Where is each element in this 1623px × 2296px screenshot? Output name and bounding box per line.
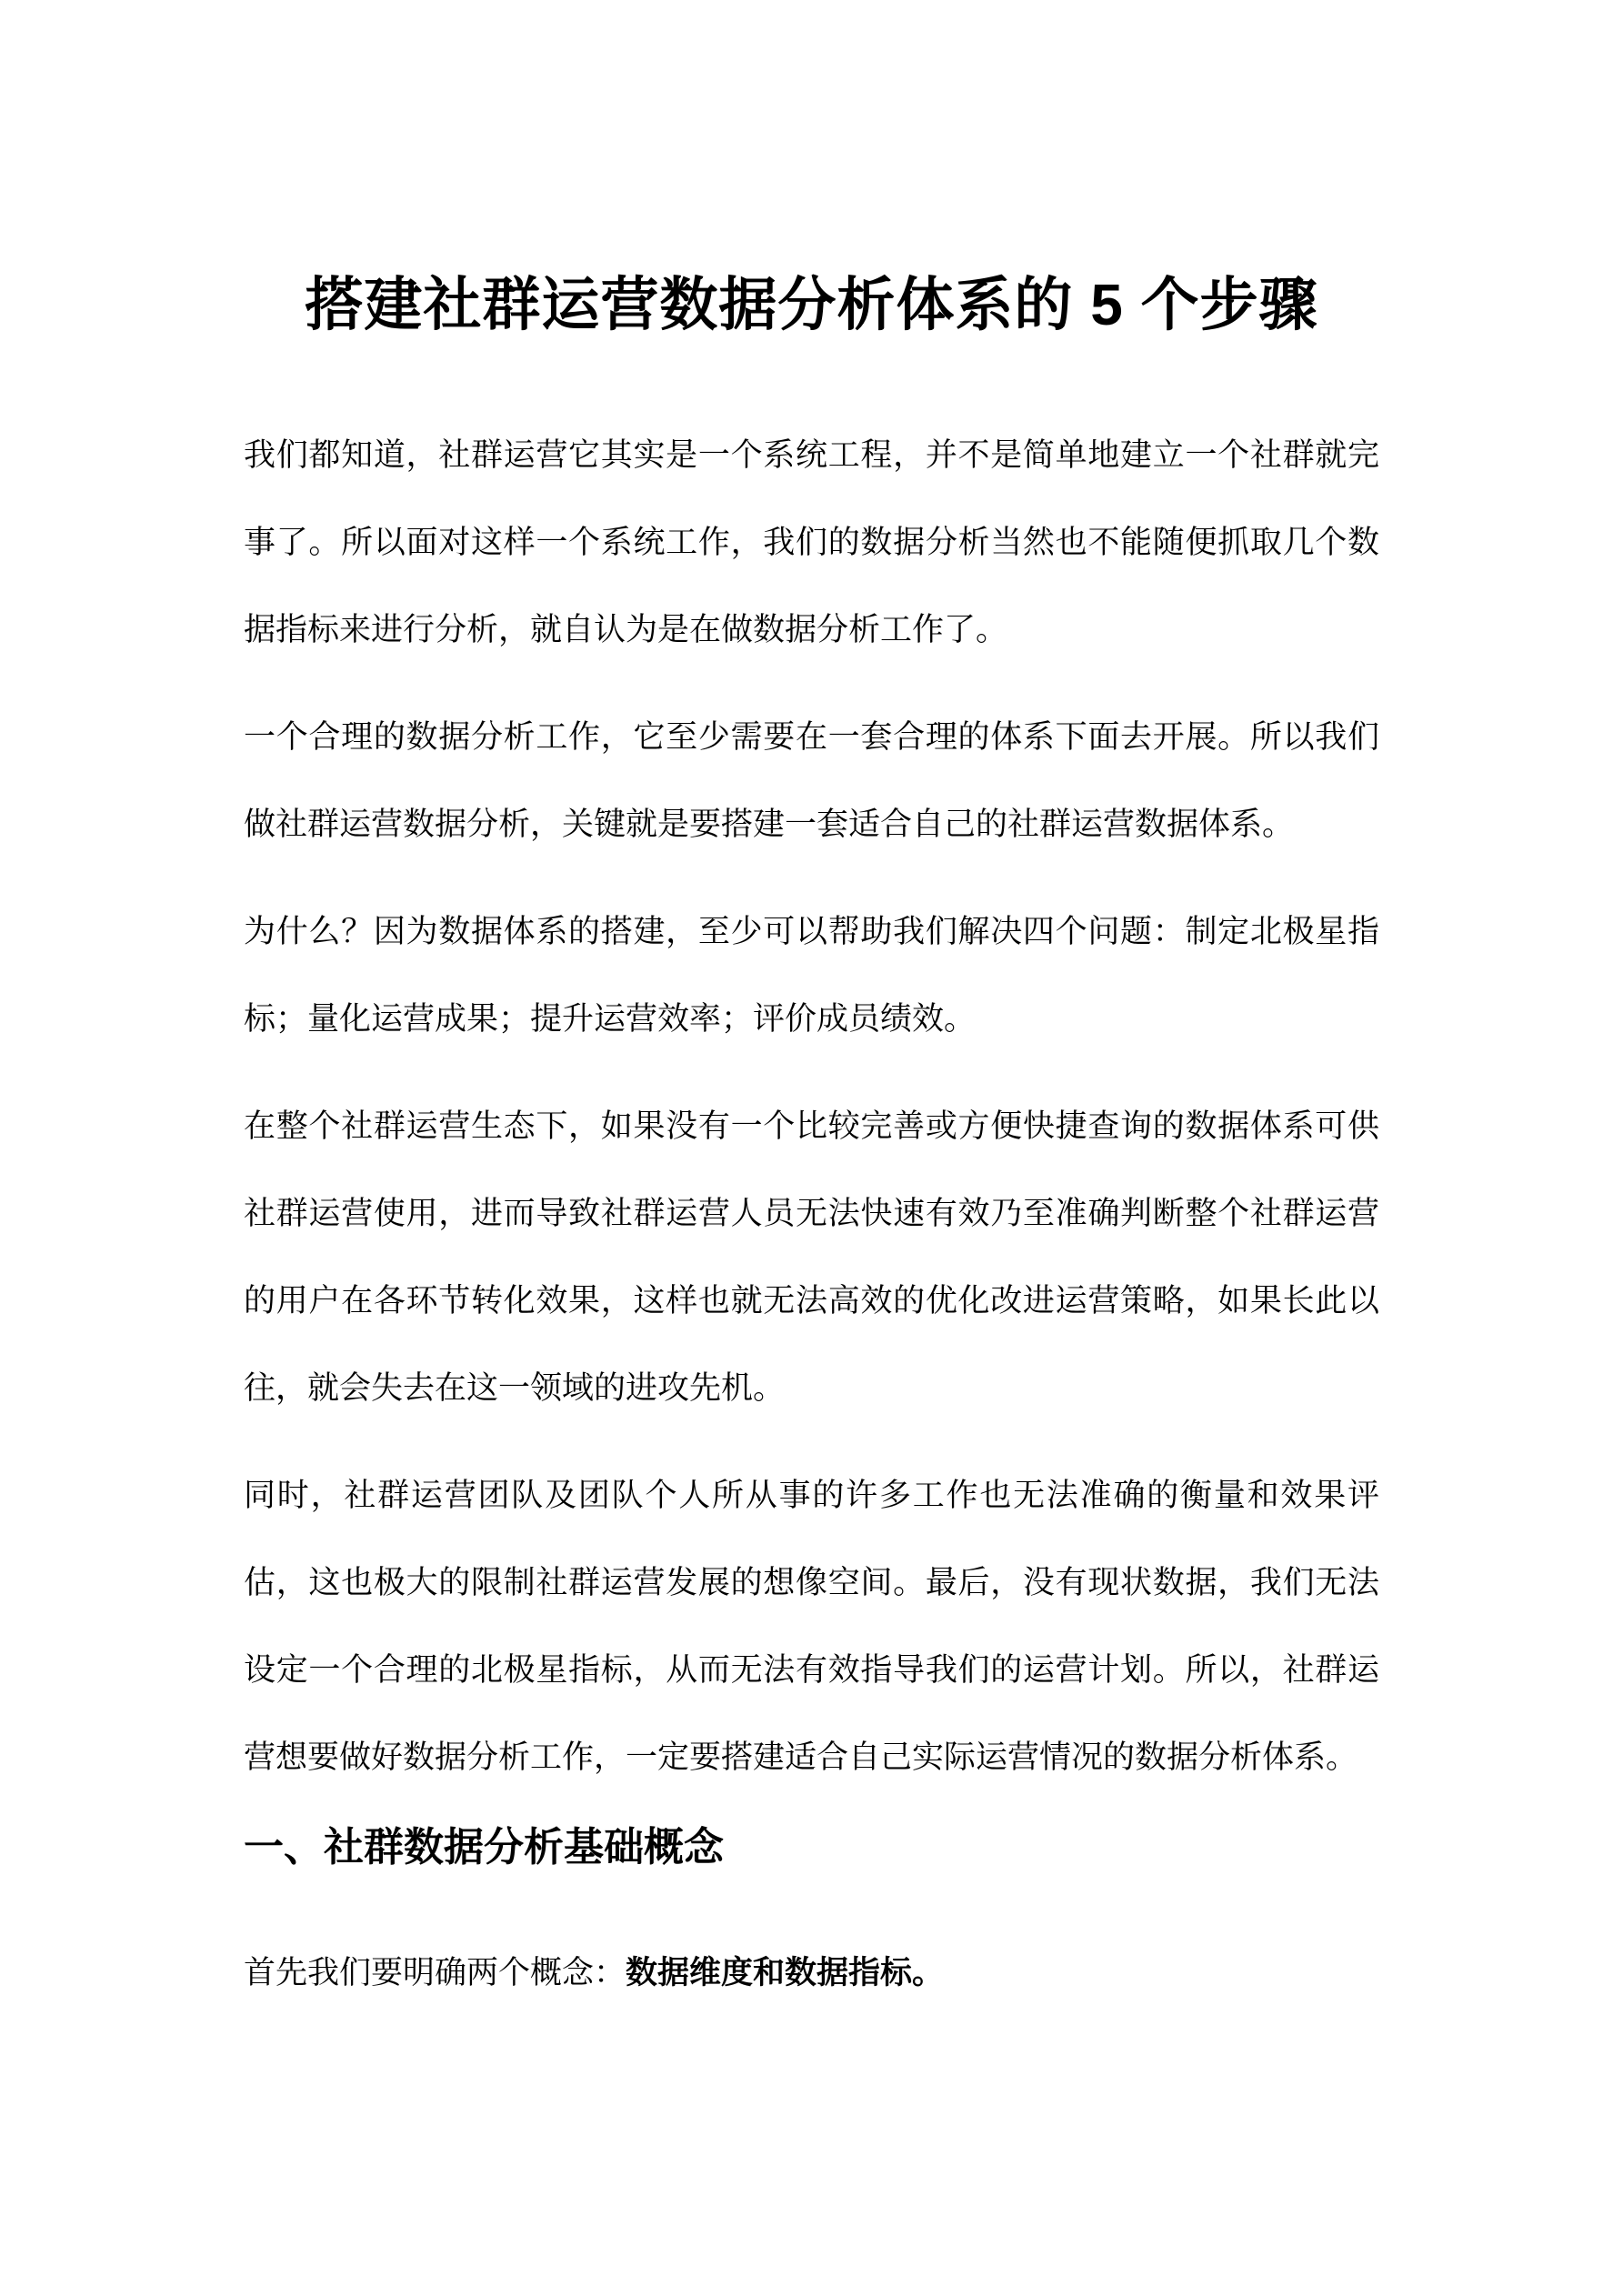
page-title: 搭建社群运营数据分析体系的 5 个步骤: [305, 272, 1318, 337]
paragraph-5: 同时，社群运营团队及团队个人所从事的许多工作也无法准确的衡量和效果评估，这也极大的限制社群运营发展的想像空间。最后，没有现状数据，我们无法设定一个合理的北极星指标，从而无法有效指导我们的运营计划。所以，社群运营想要做好数据分析工作，一定要搭建适合自己实际运营情况的数据分析体系。: [244, 1478, 1379, 1775]
paragraph-3: 为什么？因为数据体系的搭建，至少可以帮助我们解决四个问题：制定北极星指标；量化运营成果；提升运营效率；评价成员绩效。: [244, 914, 1379, 1037]
intro-line: [244, 1930, 1379, 2017]
paragraph-2: 一个合理的数据分析工作，它至少需要在一套合理的体系下面去开展。所以我们做社群运营数据分析，关键就是要搭建一套适合自己的社群运营数据体系。: [244, 719, 1379, 842]
paragraph-1: 我们都知道，社群运营它其实是一个系统工程，并不是简单地建立一个社群就完事了。所以面对这样一个系统工作，我们的数据分析当然也不能随便抓取几个数据指标来进行分析，就自认为是在做数据分析工作了。: [244, 437, 1379, 647]
intro-line-bold-text: 数据维度和数据指标。: [626, 1955, 945, 1990]
section-heading: 一、社群数据分析基础概念: [244, 1825, 724, 1870]
intro-line-normal-text: 首先我们要明确两个概念：: [244, 1955, 626, 1990]
paragraph-4: 在整个社群运营生态下，如果没有一个比较完善或方便快捷查询的数据体系可供社群运营使用，进而导致社群运营人员无法快速有效乃至准确判断整个社群运营的用户在各环节转化效果，这样也就无法高效的优化改进运营策略，如果长此以往，就会失去在这一领域的进攻先机。: [244, 1108, 1379, 1406]
